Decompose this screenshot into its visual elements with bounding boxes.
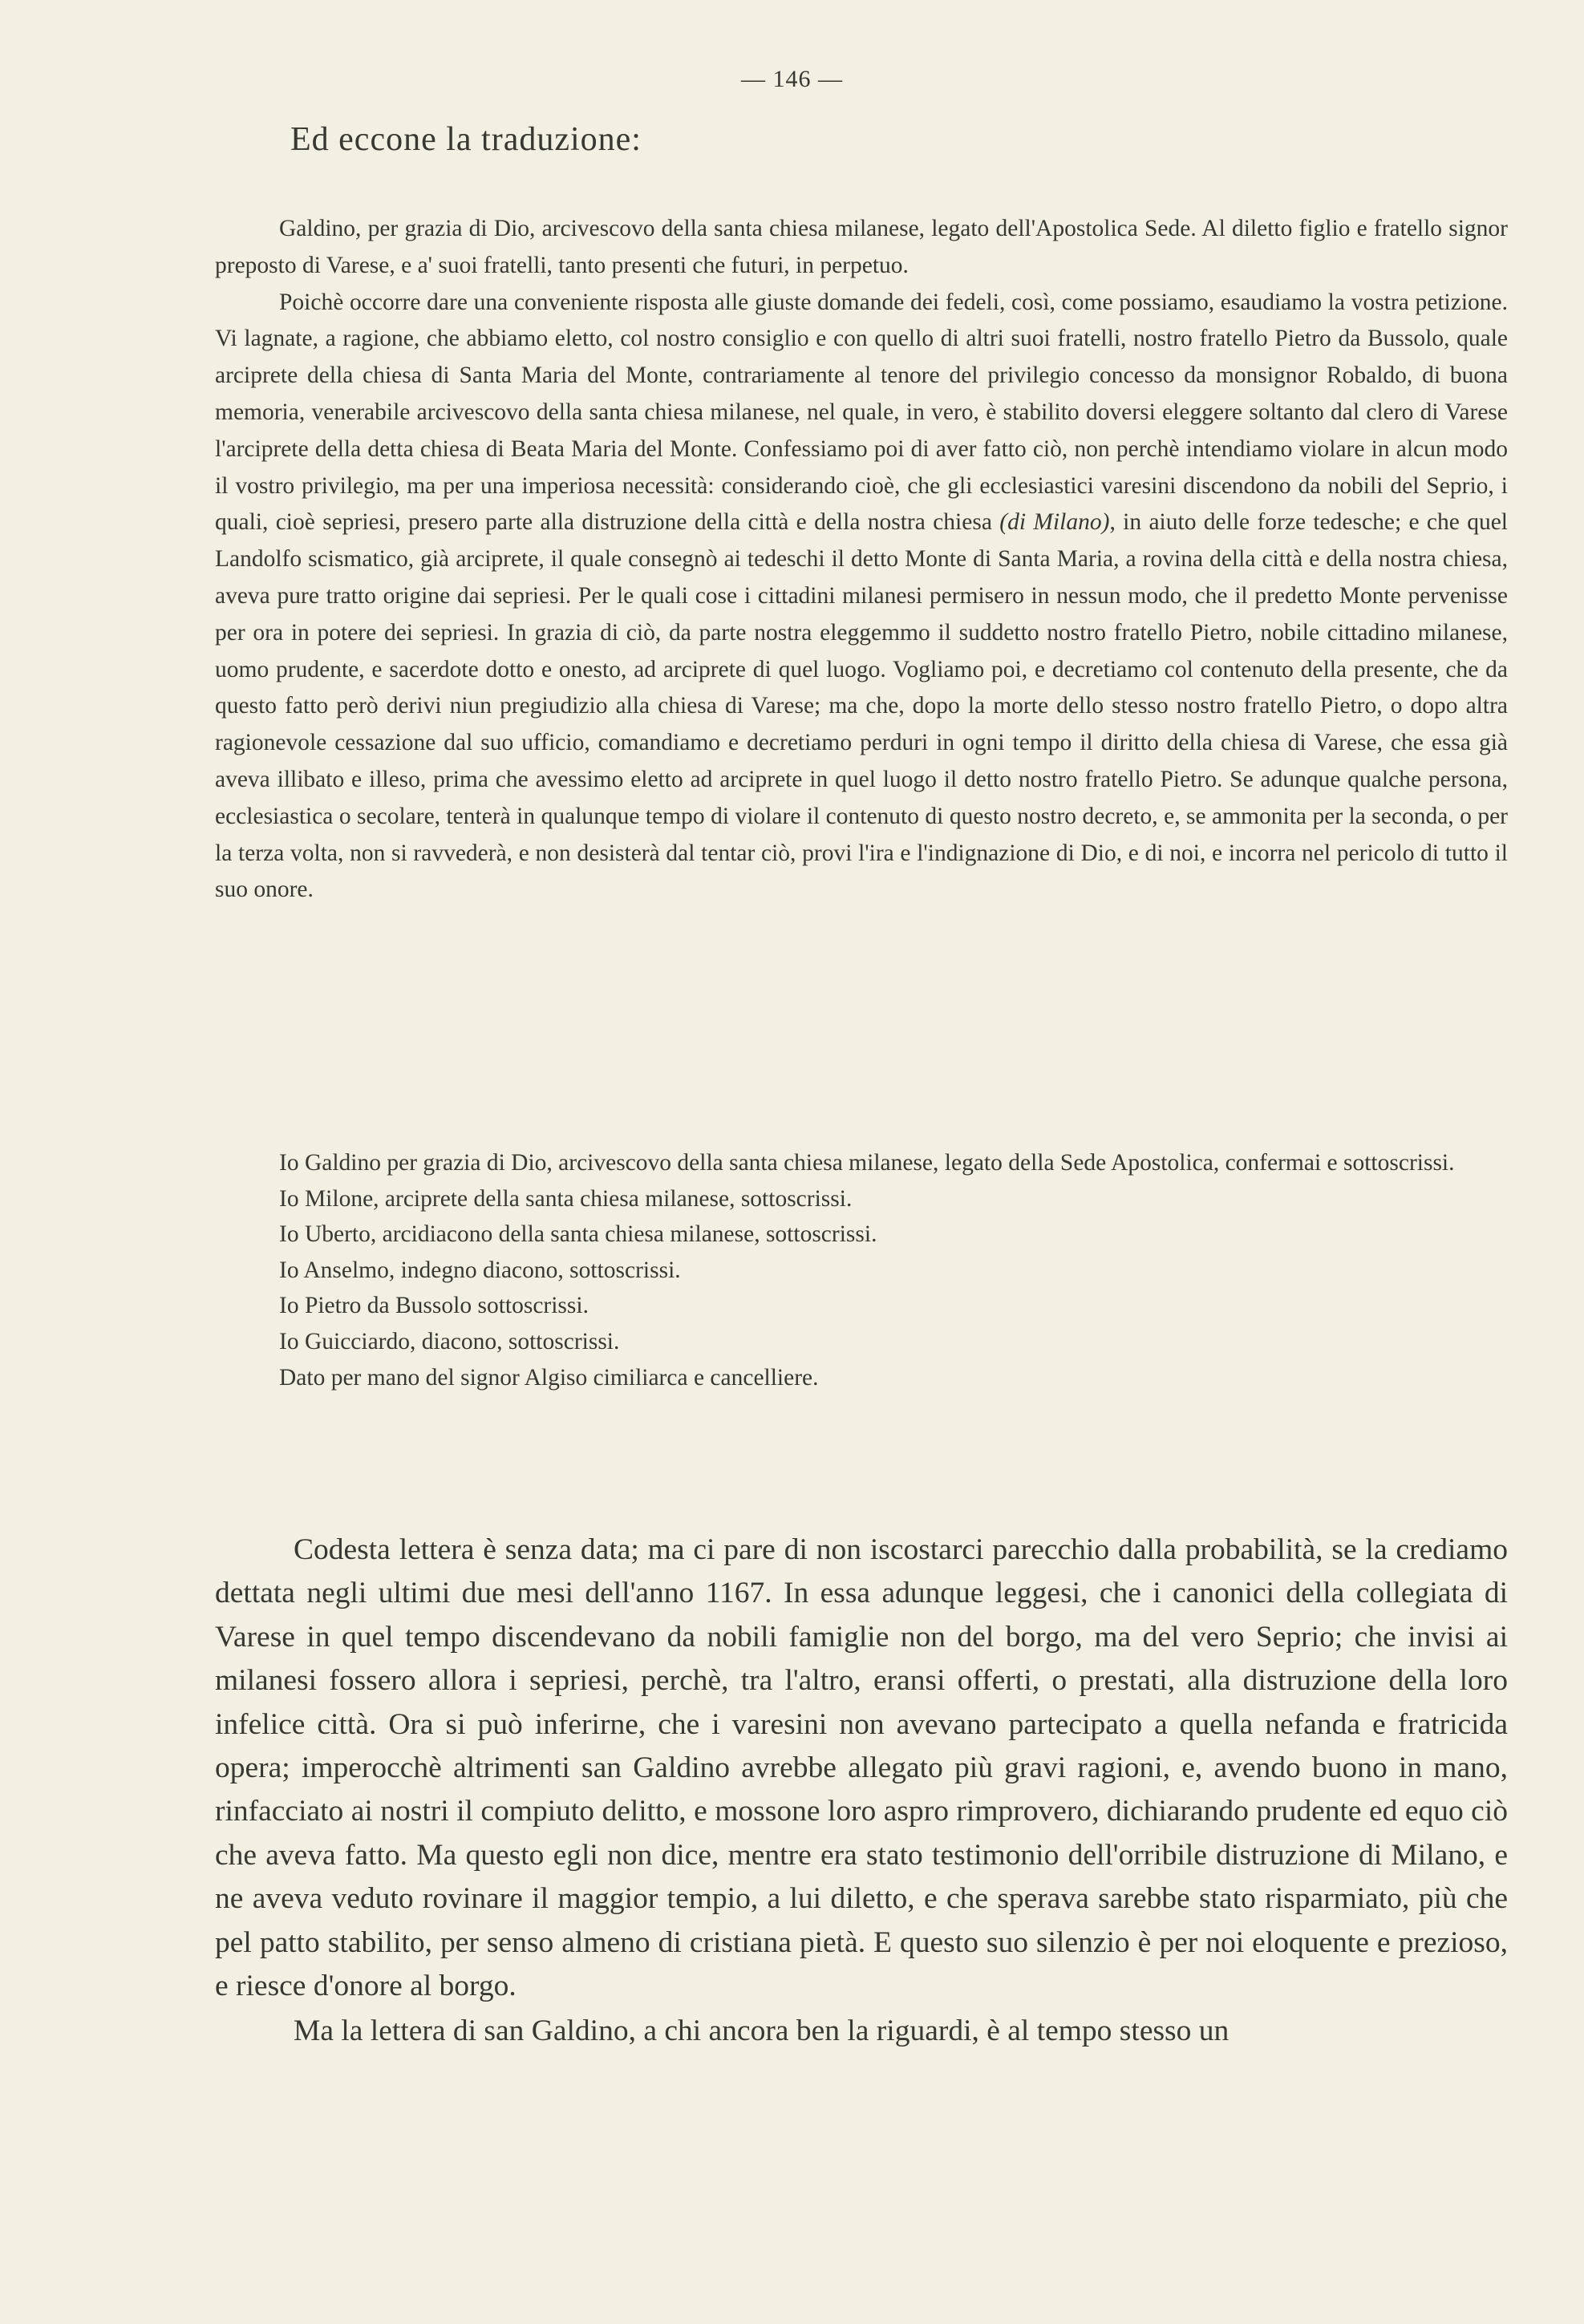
signature-line: Io Pietro da Bussolo sottoscrissi. [279, 1293, 589, 1319]
letter-translation [215, 211, 1508, 909]
signature-line: Dato per mano del signor Algiso cimiliarca e cancelliere. [279, 1364, 819, 1391]
signature-line: Io Galdino per grazia di Dio, arcivescovo della santa chiesa milanese, legato della Sede Apostolica, confermai e sottoscrissi. [279, 1150, 1455, 1176]
commentary-paragraph: Ma la lettera di san Galdino, a chi ancora ben la riguardi, è al tempo stesso un [294, 2014, 1230, 2048]
commentary-paragraph: Codesta lettera è senza data; ma ci pare di non iscostarci parecchio dalla probabilità, se la crediamo dettata negli ultimi due mesi dell'anno 1167. In essa adunque leggesi, che i canonici della collegiata di Varese in quel tempo discendevano da nobili famiglie non del borgo, ma del vero Seprio; che invisi ai milanesi fossero allora i sepriesi, perchè, tra l'altro, eransi offerti, o prestati, alla distruzione della loro infelice città. Ora si può inferirne, che i varesini non avevano partecipato a quella nefanda e fratricida opera; imperocchè altrimenti san Galdino avrebbe allegato più gravi ragioni, e, avendo buono in mano, rinfacciato ai nostri il compiuto delitto, e mossone loro aspro rimprovero, dichiarando prudente ed equo ciò che aveva fatto. Ma questo egli non dice, mentre era stato testimonio dell'orribile distruzione di Milano, e ne aveva veduto rovinare il maggior tempio, a lui diletto, e che sperava sarebbe stato risparmiato, più che pel patto stabilito, per senso almeno di cristiana pietà. E questo suo silenzio è per noi eloquente e prezioso, e riesce d'onore al borgo. [215, 1533, 1508, 2003]
letter-body-part-2: , in aiuto delle forze tedesche; e che quel Landolfo scismatico, già arciprete, il quale consegnò ai tedeschi il detto Monte di Santa Maria, a rovina della città e della nostra chiesa, aveva pure tratto origine dai sepriesi. Per le quali cose i cittadini milanesi permisero in nessun modo, che il predetto Monte pervenisse per ora in potere dei sepriesi. In grazia di ciò, da parte nostra eleggemmo il suddetto nostro fratello Pietro, nobile cittadino milanese, uomo prudente, e sacerdote dotto e onesto, ad arciprete di quel luogo. Vogliamo poi, e decretiamo col contenuto della presente, che da questo fatto però derivi niun pregiudizio alla chiesa di Varese; ma che, dopo la morte dello stesso nostro fratello Pietro, o dopo altra ragionevole cessazione dal suo ufficio, comandiamo e decretiamo perduri in ogni tempo il diritto della chiesa di Varese, che essa già aveva illibato e illeso, prima che avessimo eletto ad arciprete in quel luogo il detto nostro fratello Pietro. Se adunque qualche persona, ecclesiastica o secolare, tenterà in qualunque tempo di violare il contenuto di questo nostro decreto, e, se ammonita per la seconda, o per la terza volta, non si ravvederà, e non desisterà dal tentar ciò, provi l'ira e l'indignazione di Dio, e di noi, e incorra nel pericolo di tutto il suo onore. [215, 509, 1509, 903]
letter-body [215, 285, 1508, 909]
signature-line: Io Uberto, arcidiacono della santa chiesa milanese, sottoscrissi. [279, 1221, 877, 1248]
signature-line: Io Guicciardo, diacono, sottoscrissi. [279, 1328, 620, 1354]
signatures-block [215, 1145, 1508, 1395]
signature-line: Io Anselmo, indegno diacono, sottoscrissi. [279, 1257, 681, 1283]
letter-salutation: Galdino, per grazia di Dio, arcivescovo della santa chiesa milanese, legato dell'Apostolica Sede. Al diletto figlio e fratello signor preposto di Varese, e a' suoi fratelli, tanto presenti che futuri, in perpetuo. [215, 216, 1508, 278]
page-number: — 146 — [741, 66, 843, 92]
section-intro: Ed eccone la traduzione: [290, 121, 642, 158]
commentary [215, 1528, 1508, 2054]
letter-body-part-1: Poichè occorre dare una conveniente risposta alle giuste domande dei fedeli, così, come possiamo, esaudiamo la vostra petizione. Vi lagnate, a ragione, che abbiamo eletto, col nostro consiglio e con quello di altri suoi fratelli, nostro fratello Pietro da Bussolo, quale arciprete della chiesa di Santa Maria del Monte, contrariamente al tenore del privilegio concesso da monsignor Robaldo, di buona memoria, venerabile arcivescovo della santa chiesa milanese, nel quale, in vero, è stabilito doversi eleggere soltanto dal clero di Varese l'arciprete della detta chiesa di Beata Maria del Monte. Confessiamo poi di aver fatto ciò, non perchè intendiamo violare in alcun modo il vostro privilegio, ma per una imperiosa necessità: considerando cioè, che gli ecclesiastici varesini discendono da nobili del Seprio, i quali, cioè sepriesi, presero parte alla distruzione della città e della nostra chiesa [215, 289, 1508, 536]
signature-line: Io Milone, arciprete della santa chiesa milanese, sottoscrissi. [279, 1185, 853, 1212]
letter-body-italic: (di Milano) [999, 509, 1110, 536]
